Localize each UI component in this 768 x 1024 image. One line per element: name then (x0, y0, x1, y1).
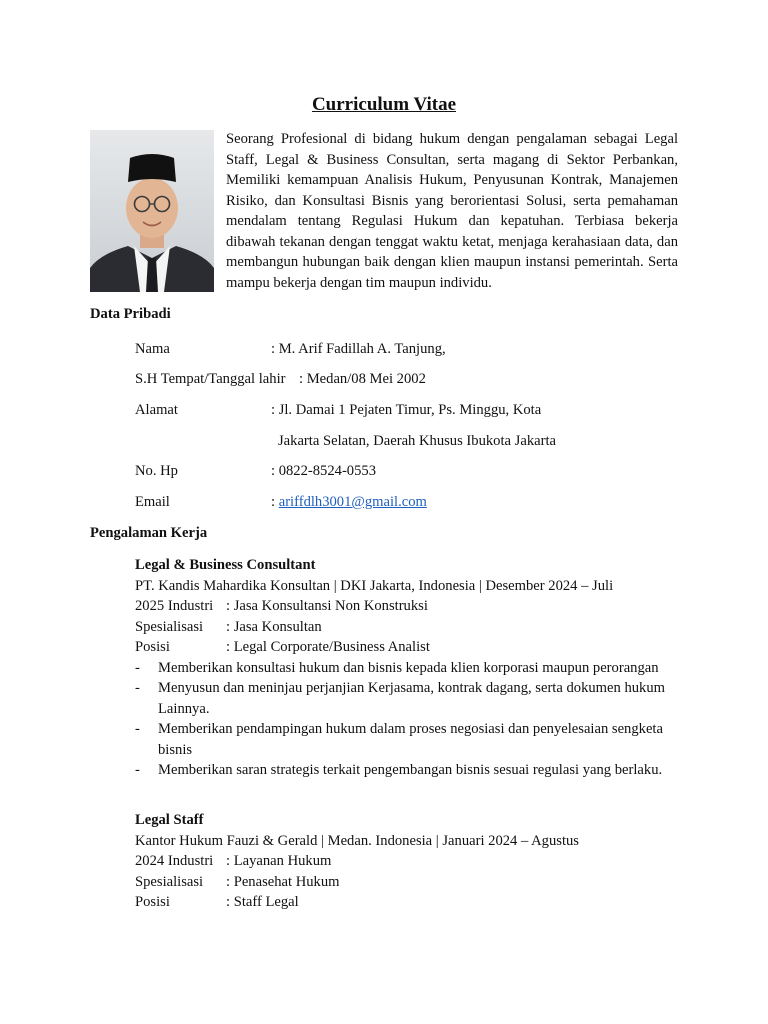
job-spec-value: : Penasehat Hukum (226, 873, 340, 890)
name-label: Nama (135, 341, 170, 357)
email-link[interactable]: ariffdlh3001@gmail.com (278, 494, 427, 510)
email-value-wrap (271, 494, 427, 511)
job-duty-item: - Menyusun dan meninjau perjanjian Kerjasama, kontrak dagang, serta dokumen hukum Lainnya. (135, 678, 680, 719)
job-spec-value: : Jasa Konsultan (226, 618, 322, 635)
job-position-label: Posisi (135, 894, 170, 910)
job-entry-2 (135, 810, 680, 913)
profile-summary: Seorang Profesional di bidang hukum dengan pengalaman sebagai Legal Staff, Legal & Business Consultan, serta magang di Sektor Perbankan, Memiliki kemampuan Analisis Hukum, Penyusunan Kontrak, Manajemen Risiko, dan Konsultasi Bisnis yang berorientasi Solusi, serta pemahaman mendalam tentang Regulasi Hukum dan kepatuhan. Terbiasa bekerja dibawah tekanan dengan tenggat waktu ketat, menjaga kerahasiaan data, dan membangun hubungan baik dengan klien maupun instansi pemerintah. Serta mampu bekerja dengan tim maupun individu. (226, 131, 678, 291)
job-company-line: PT. Kandis Mahardika Konsultan | DKI Jakarta, Indonesia | Desember 2024 – Juli (135, 577, 614, 594)
email-label: Email (135, 494, 170, 510)
name-value: : M. Arif Fadillah A. Tanjung, (271, 341, 446, 357)
job-title: Legal & Business Consultant (135, 557, 316, 573)
email-colon: : (271, 494, 276, 510)
job-position-line (135, 637, 680, 658)
profile-photo-icon (90, 130, 214, 292)
job-spec-label: Spesialisasi (135, 618, 204, 635)
job-industry-prefix: 2024 Industri (135, 853, 214, 869)
phone-label: No. Hp (135, 463, 178, 479)
job-duty-item: - Memberikan saran strategis terkait pengembangan bisnis sesuai regulasi yang berlaku. (135, 760, 680, 781)
address-value-line1: : Jl. Damai 1 Pejaten Timur, Ps. Minggu, Kota (271, 402, 542, 418)
job-entry-1 (135, 555, 680, 781)
page-title: Curriculum Vitae (311, 94, 457, 115)
address-label: Alamat (135, 402, 178, 418)
job-industry-line (135, 851, 680, 872)
job-industry-value: : Jasa Konsultansi Non Konstruksi (226, 598, 428, 614)
job-title: Legal Staff (135, 812, 204, 828)
job-spec-line (135, 872, 680, 893)
job-industry-value: : Layanan Hukum (226, 853, 332, 869)
job-industry-prefix: 2025 Industri (135, 598, 214, 614)
job-duty-item: - Memberikan konsultasi hukum dan bisnis kepada klien korporasi maupun perorangan (135, 658, 680, 679)
phone-value: : 0822-8524-0553 (271, 463, 376, 479)
address-value-line2: Jakarta Selatan, Daerah Khusus Ibukota Jakarta (278, 433, 556, 449)
job-industry-line (135, 596, 680, 617)
job-duty-item: - Memberikan pendampingan hukum dalam proses negosiasi dan penyelesaian sengketa bisnis (135, 719, 680, 760)
birth-value: : Medan/08 Mei 2002 (299, 371, 426, 387)
job-company-line: Kantor Hukum Fauzi & Gerald | Medan. Indonesia | Januari 2024 – Agustus (135, 832, 579, 849)
job-position-value: : Staff Legal (226, 894, 299, 910)
job-spec-line (135, 617, 680, 638)
job-position-label: Posisi (135, 639, 170, 655)
profile-photo (90, 130, 214, 292)
job-duties-list (135, 658, 680, 781)
section-heading-experience: Pengalaman Kerja (90, 525, 208, 541)
job-spec-label: Spesialisasi (135, 873, 204, 890)
birth-label: S.H Tempat/Tanggal lahir (135, 371, 286, 387)
job-position-line (135, 892, 680, 913)
section-heading-personal: Data Pribadi (90, 306, 171, 322)
job-position-value: : Legal Corporate/Business Analist (226, 639, 430, 655)
